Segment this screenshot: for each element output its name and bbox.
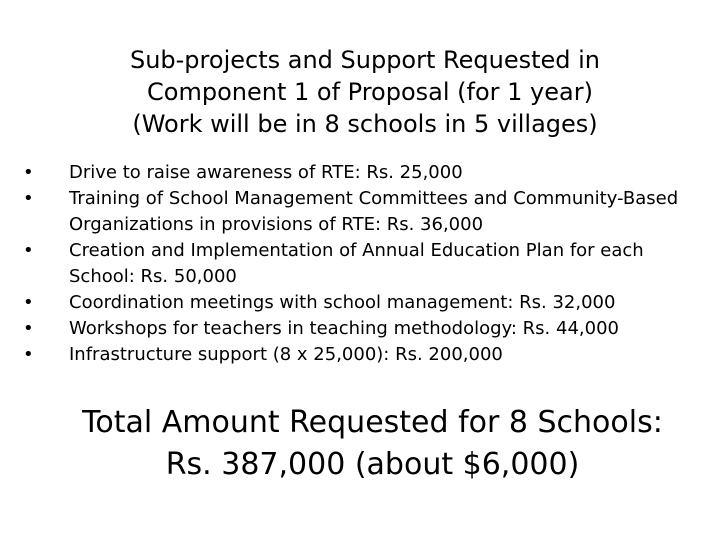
list-item — [0, 290, 720, 316]
list-item-text: Drive to raise awareness of RTE: Rs. 25,000 — [69, 162, 463, 183]
list-item — [0, 342, 720, 368]
list-item-text: Training of School Management Committees and Community-Based Organizations in provisions of RTE: Rs. 36,000 — [69, 188, 679, 235]
bullet-icon: • — [23, 162, 34, 183]
list-item — [0, 186, 720, 238]
bullet-icon: • — [23, 240, 34, 261]
list-item-text: Infrastructure support (8 x 25,000): Rs. 200,000 — [69, 344, 503, 365]
total-line-1: Total Amount Requested for 8 Schools: — [82, 405, 663, 440]
total-line-2: Rs. 387,000 (about $6,000) — [165, 447, 580, 482]
bullet-list — [0, 160, 720, 368]
list-item-text: Creation and Implementation of Annual Education Plan for each School: Rs. 50,000 — [69, 240, 644, 287]
list-item-text: Coordination meetings with school management: Rs. 32,000 — [69, 292, 616, 313]
total-amount — [0, 402, 720, 486]
bullet-icon: • — [23, 344, 34, 365]
bullet-icon: • — [23, 188, 34, 209]
bullet-icon: • — [23, 292, 34, 313]
list-item-text: Workshops for teachers in teaching methodology: Rs. 44,000 — [69, 318, 619, 339]
list-item — [0, 316, 720, 342]
slide-title — [0, 44, 720, 140]
bullet-icon: • — [23, 318, 34, 339]
title-line-2: Component 1 of Proposal (for 1 year) — [147, 78, 593, 106]
title-line-3: (Work will be in 8 schools in 5 villages) — [132, 110, 598, 138]
list-item — [0, 238, 720, 290]
title-line-1: Sub-projects and Support Requested in — [129, 46, 601, 74]
list-item — [0, 160, 720, 186]
